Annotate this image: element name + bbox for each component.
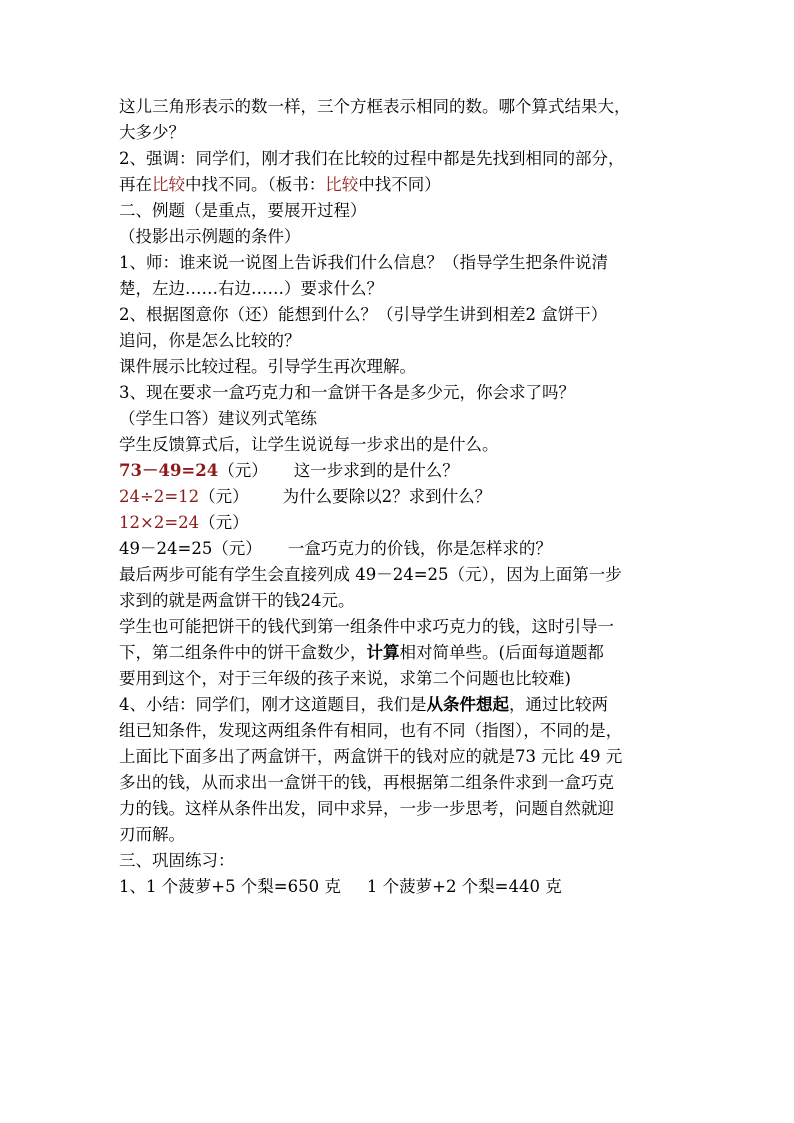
text-line: （学生口答）建议列式笔练 <box>119 409 317 428</box>
text-line: 力的钱。这样从条件出发，同中求异，一步一步思考，问题自然就迎 <box>119 799 614 818</box>
formula: 12×2=24 <box>119 513 200 532</box>
highlight-text: 比较 <box>325 175 359 194</box>
formula-line: 73－49=24（元） 这一步求到的是什么？ <box>119 461 459 480</box>
text-line: 2、根据图意你（还）能想到什么？（引导学生讲到相差2 盒饼干） <box>119 305 608 324</box>
formula-line: 24÷2=12（元） 为什么要除以2？求到什么？ <box>119 487 492 506</box>
highlight-text: 比较 <box>152 175 185 194</box>
formula: 24÷2=12 <box>119 487 200 506</box>
text-line: 最后两步可能有学生会直接列成 49－24=25（元），因为上面第一步 <box>119 565 622 584</box>
text-line: 上面比下面多出了两盒饼干，两盒饼干的钱对应的就是73 元比 49 元 <box>119 747 623 766</box>
text-line: 多出的钱，从而求出一盒饼干的钱，再根据第二组条件求到一盒巧克 <box>119 773 614 792</box>
text-line: 要用到这个，对于三年级的孩子来说，求第二个问题也比较难) <box>119 669 571 688</box>
text-line: 3、现在要求一盒巧克力和一盒饼干各是多少元，你会求了吗？ <box>119 383 575 402</box>
text-line: 这儿三角形表示的数一样，三个方框表示相同的数。哪个算式结果大， <box>119 97 631 116</box>
formula: 73－49=24 <box>119 461 219 480</box>
text-line: 刃而解。 <box>119 825 185 844</box>
text-line: 课件展示比较过程。引导学生再次理解。 <box>119 357 416 376</box>
formula-line: 49－24=25（元） 一盒巧克力的价钱，你是怎样求的？ <box>119 539 552 558</box>
section-heading: 二、例题（是重点，要展开过程） <box>119 201 367 220</box>
text-line: 2、强调：同学们，刚才我们在比较的过程中都是先找到相同的部分， <box>119 149 625 168</box>
bold-text: 从条件想起 <box>426 695 509 714</box>
text-line: 追问，你是怎么比较的？ <box>119 331 301 350</box>
section-heading: 三、巩固练习： <box>119 851 235 870</box>
text-line: 学生反馈算式后，让学生说说每一步求出的是什么。 <box>119 435 499 454</box>
formula-line: 12×2=24（元） <box>119 513 249 532</box>
exercise-line: 1、1 个菠萝+5 个梨=650 克 1 个菠萝+2 个梨=440 克 <box>119 877 562 896</box>
text-line: 楚，左边……右边……）要求什么？ <box>119 279 383 298</box>
text-line: 学生也可能把饼干的钱代到第一组条件中求巧克力的钱，这时引导一 <box>119 617 614 636</box>
text-line: 再在比较中找不同。（板书：比较中找不同） <box>119 175 441 194</box>
text-line: 求到的就是两盒饼干的钱24元。 <box>119 591 355 610</box>
text-line: 大多少？ <box>119 123 185 142</box>
text-line: （投影出示例题的条件） <box>119 227 301 246</box>
text-line: 1、师：谁来说一说图上告诉我们什么信息？（指导学生把条件说清 <box>119 253 608 272</box>
text-line: 组已知条件，发现这两组条件有相同，也有不同（指图），不同的是， <box>119 721 623 740</box>
document-page <box>119 94 679 900</box>
text-line: 4、小结：同学们，刚才这道题目，我们是从条件想起，通过比较两 <box>119 695 608 714</box>
text-line: 下，第二组条件中的饼干盒数少，计算相对简单些。(后面每道题都 <box>119 643 604 662</box>
